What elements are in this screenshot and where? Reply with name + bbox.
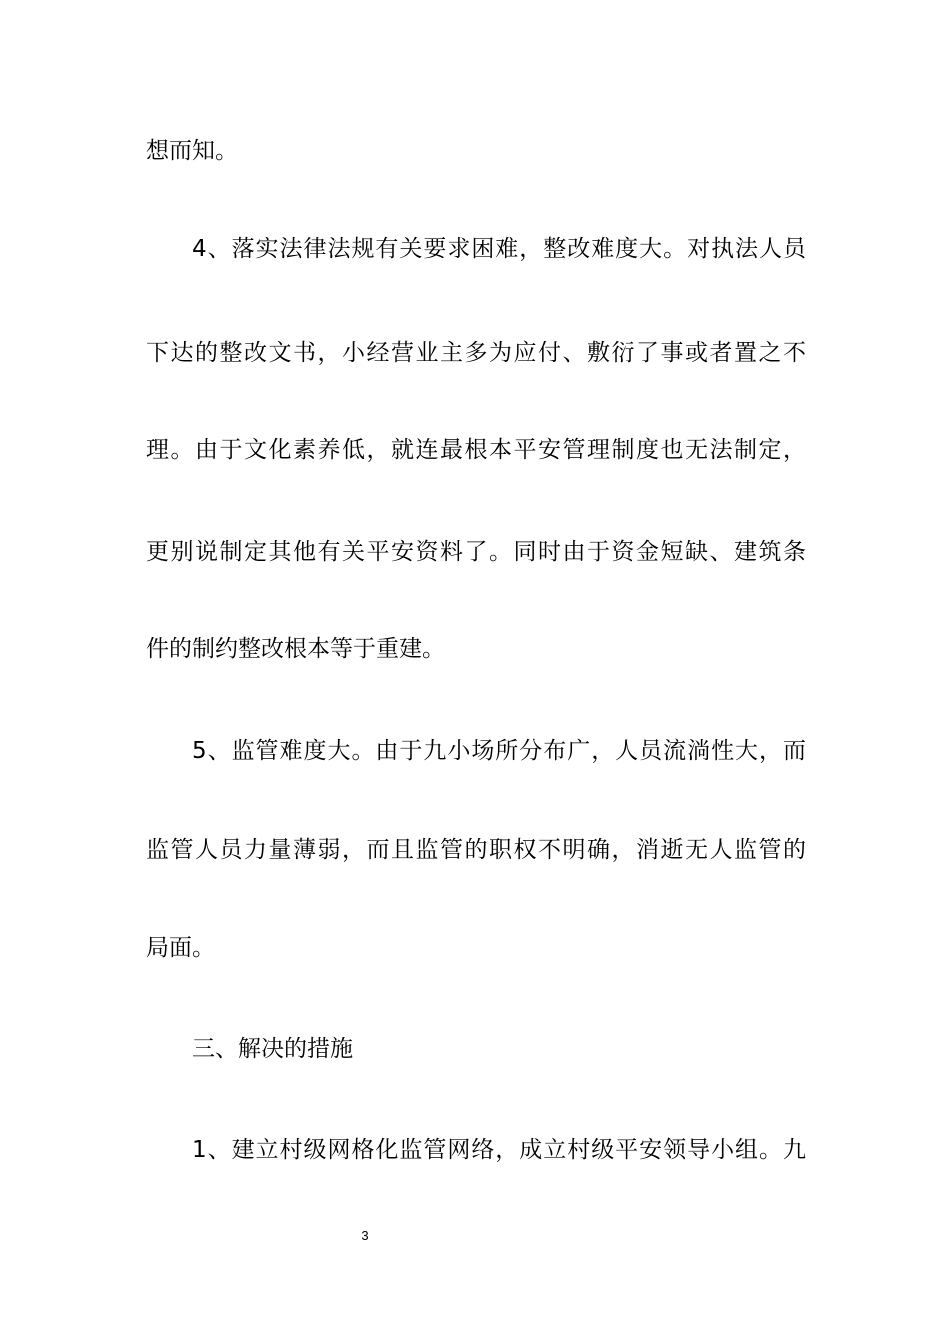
paragraph-line: 监管人员力量薄弱，而且监管的职权不明确，消逝无人监管的: [146, 837, 806, 863]
paragraph-line: 下达的整改文书，小经营业主多为应付、敷衍了事或者置之不: [146, 340, 806, 366]
paragraph-line: 更别说制定其他有关平安资料了。同时由于资金短缺、建筑条: [146, 539, 806, 565]
paragraph-line: 件的制约整改根本等于重建。: [146, 636, 445, 662]
paragraph-line: 局面。: [146, 935, 215, 961]
paragraph-line: 5、监管难度大。由于九小场所分布广，人员流淌性大，而: [192, 738, 806, 764]
paragraph-line: 4、落实法律法规有关要求困难，整改难度大。对执法人员: [192, 236, 806, 262]
page-number: 3: [361, 1228, 369, 1243]
paragraph-line: 想而知。: [146, 138, 238, 164]
paragraph-line: 理。由于文化素养低，就连最根本平安管理制度也无法制定，: [146, 437, 806, 463]
section-heading: 三、解决的措施: [192, 1036, 353, 1062]
paragraph-line: 1、建立村级网格化监管网络，成立村级平安领导小组。九: [192, 1137, 806, 1163]
